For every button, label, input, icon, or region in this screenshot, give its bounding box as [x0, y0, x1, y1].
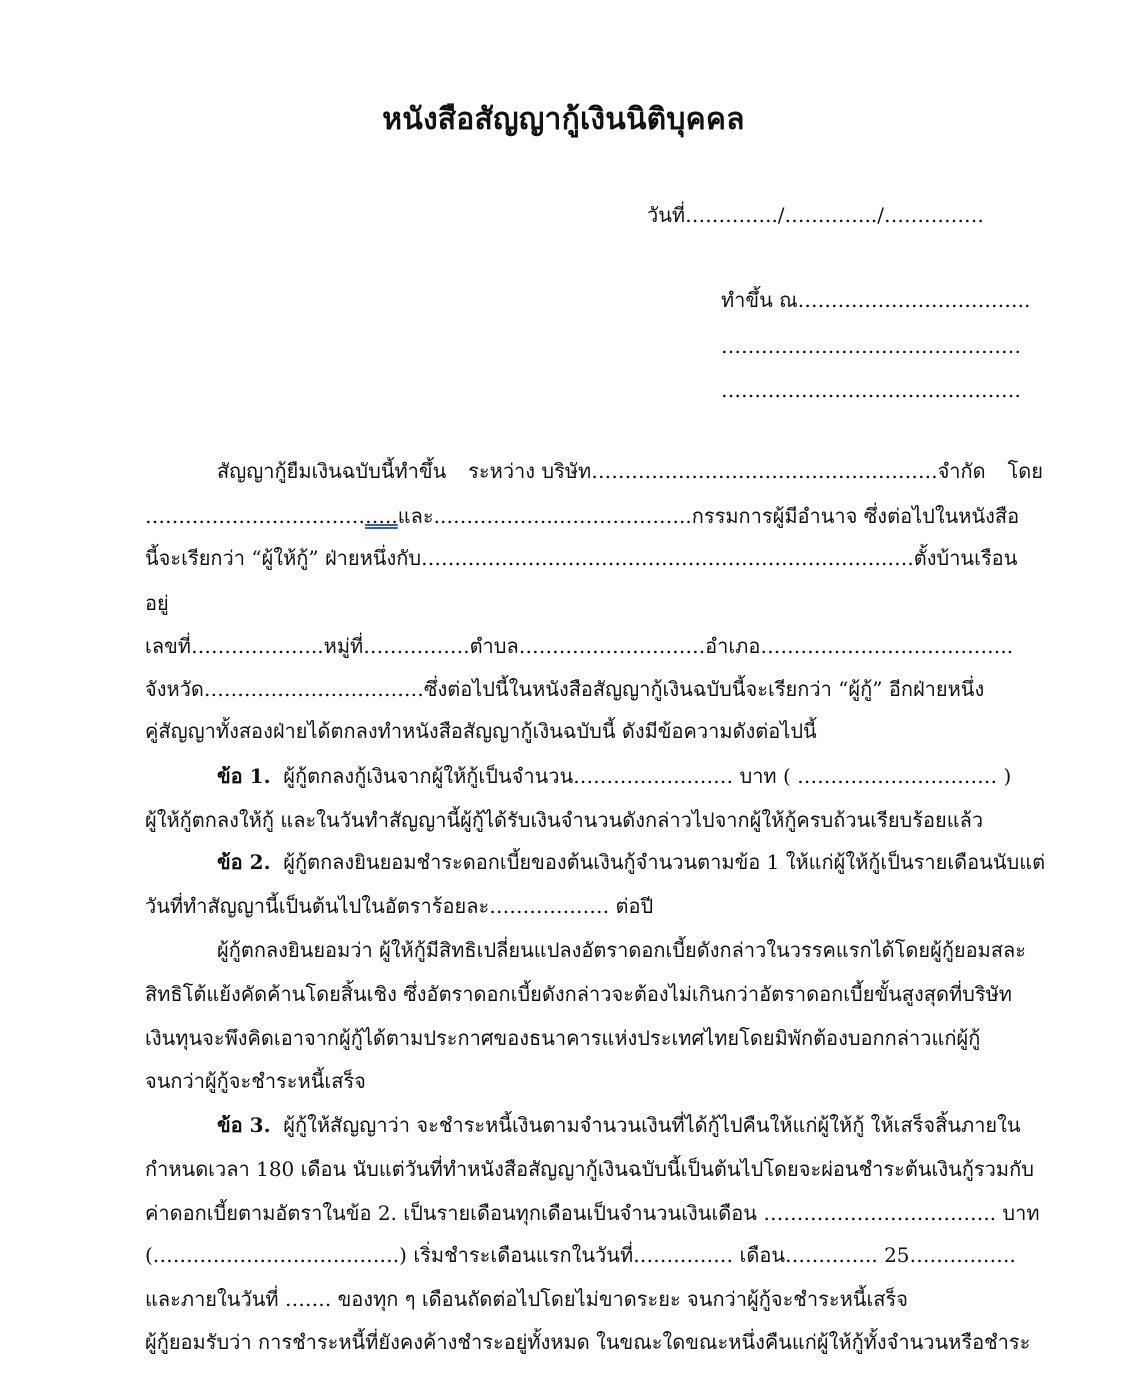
clause-1-label: ข้อ 1. [217, 764, 271, 788]
made-at-line-1: ทำขึ้น ณ…………………………….. [721, 288, 1031, 312]
paragraph-1-line-1 [217, 457, 1043, 485]
made-at-line-2: ……………………………………… [721, 334, 1021, 358]
paragraph-1-line-3: นี้จะเรียกว่า “ผู้ให้กู้” ฝ่ายหนึ่งกับ…………………………………………………………….….ตั้งบ้านเรือน [145, 546, 1018, 570]
paragraph-text: ผู้กู้ให้สัญญาว่า จะชำระหนี้เงินตามจำนวนเงินที่ได้กู้ไปคืนให้แก่ผู้ให้กู้ ให้เสร็จสิ้นภายใน [283, 1113, 1021, 1137]
clause-2-line-2: วันที่ทำสัญญานี้เป็นต้นไปในอัตราร้อยละ……………… ต่อปี [145, 894, 654, 918]
clause-2-line-1 [217, 848, 1045, 876]
paragraph-1-line-2 [145, 502, 1019, 530]
paragraph-text: โดย [1007, 459, 1043, 483]
clause-3-line-3: ค่าดอกเบี้ยตามอัตราในข้อ 2. เป็นรายเดือนทุกเดือนเป็นจำนวนเงินเดือน …………………………….. บาท [145, 1201, 1040, 1225]
paragraph-text: ผู้กู้ตกลงยินยอมชำระดอกเบี้ยของต้นเงินกู้จำนวนตามข้อ 1 ให้แก่ผู้ให้กู้เป็นรายเดือนนับแต่ [283, 850, 1046, 874]
made-at-line-3: ……………………………………… [721, 378, 1021, 402]
clause-3-line-4: (……………………………….) เริ่มชำระเดือนแรกในวันที่…………… เดือน………….. 25……………. [145, 1243, 1016, 1267]
clause-3-line-1 [217, 1111, 1021, 1139]
paragraph-3-line-1: ผู้กู้ตกลงยินยอมว่า ผู้ให้กู้มีสิทธิเปลี่ยนแปลงอัตราดอกเบี้ยดังกล่าวในวรรคแรกได้โดยผู้กู้ยอมสละ [217, 938, 1027, 962]
clause-1-line-1 [217, 762, 1011, 790]
clause-3-line-2: กำหนดเวลา 180 เดือน นับแต่วันที่ทำหนังสือสัญญากู้เงินฉบับนี้เป็นต้นไปโดยจะผ่อนชำระต้นเงินกู้รวมกับ [145, 1157, 1034, 1181]
paragraph-text: …………………………… [145, 504, 365, 528]
paragraph-3-line-2: สิทธิโต้แย้งคัดค้านโดยสิ้นเชิง ซึ่งอัตราดอกเบี้ยดังกล่าวจะต้องไม่เกินกว่าอัตราดอกเบี้ยขั้นสูงสุดที่บริษัท [145, 982, 1012, 1006]
paragraph-3-line-4: จนกว่าผู้กู้จะชำระหนี้เสร็จ [145, 1069, 366, 1093]
clause-1-line-2: ผู้ให้กู้ตกลงให้กู้ และในวันทำสัญญานี้ผู้กู้ได้รับเงินจำนวนดังกล่าวไปจากผู้ให้กู้ครบถ้วนเรียบร้อยแล้ว [145, 808, 984, 832]
clause-3-label: ข้อ 3. [217, 1113, 271, 1137]
paragraph-text: ผู้กู้ตกลงกู้เงินจากผู้ให้กู้เป็นจำนวน…………………… บาท ( ………………………… ) [283, 764, 1012, 788]
date-line: วันที่…………../…………../…………… [647, 203, 984, 227]
paragraph-1-line-7: คู่สัญญาทั้งสองฝ่ายได้ตกลงทำหนังสือสัญญากู้เงินฉบับนี้ ดังมีข้อความดังต่อไปนี้ [145, 719, 817, 743]
paragraph-1-line-4: อยู่ [145, 591, 169, 615]
paragraph-text: ระหว่าง บริษัท…………………………………………….จำกัด [468, 459, 986, 483]
cut-off-line [0, 1370, 1126, 1378]
paragraph-1-line-6: จังหวัด……………………………ซึ่งต่อไปนี้ในหนังสือสัญญากู้เงินฉบับนี้จะเรียกว่า “ผู้กู้” อีกฝ่ายหนึ่ง [145, 677, 985, 701]
document-title: หนังสือสัญญากู้เงินนิติบุคคล [382, 102, 745, 137]
clause-3-line-6: ผู้กู้ยอมรับว่า การชำระหนี้ที่ยังคงค้างชำระอยู่ทั้งหมด ในขณะใดขณะหนึ่งคืนแก่ผู้ให้กู้ทั้งจำนวนหรือชำระ [145, 1330, 1031, 1354]
paragraph-3-line-3: เงินทุนจะพึงคิดเอาจากผู้กู้ได้ตามประกาศของธนาคารแห่งประเทศไทยโดยมิพักต้องบอกกล่าวแก่ผู้กู้ [145, 1026, 981, 1050]
spelling-mark: ….. [365, 504, 398, 528]
paragraph-1-line-5: เลขที่………………..หมู่ที่…………….ตำบล……………………….อำเภอ……………………………….. [145, 634, 1014, 658]
clause-3-line-5: และภายในวันที่ ……. ของทุก ๆ เดือนถัดต่อไปโดยไม่ขาดระยะ จนกว่าผู้กู้จะชำระหนี้เสร็จ [145, 1287, 908, 1311]
paragraph-text: และ..……………..………………..กรรมการผู้มีอำนาจ ซึ่งต่อไปในหนังสือ [397, 504, 1020, 528]
clause-2-label: ข้อ 2. [217, 850, 271, 874]
paragraph-text: สัญญากู้ยืมเงินฉบับนี้ทำขึ้น [217, 459, 447, 483]
